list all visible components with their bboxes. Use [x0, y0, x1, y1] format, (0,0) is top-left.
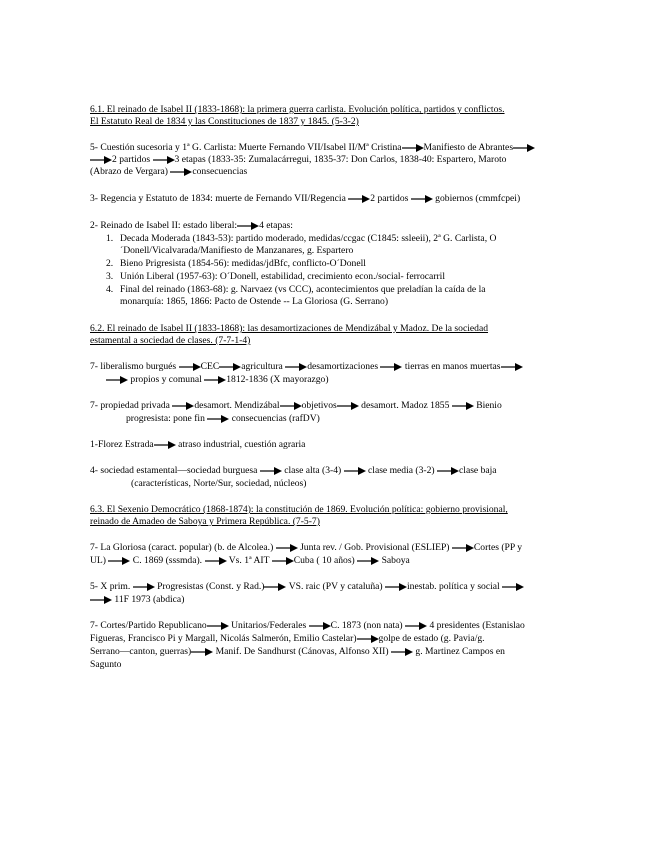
arrow-icon: [513, 144, 535, 152]
arrow-icon: [90, 596, 112, 604]
arrow-icon: [452, 544, 474, 552]
paragraph-7b-line2: progresista: pone fin consecuencias (rafDV): [126, 413, 320, 424]
arrow-icon: [337, 402, 359, 410]
paragraph-3: 3- Regencia y Estatuto de 1834: muerte de Fernando VII/Regencia 2 partidos gobiernos (cmmfcpei): [90, 193, 521, 204]
arrow-icon: [280, 402, 302, 410]
arrow-icon: [385, 583, 407, 591]
paragraph-5-line1: 5- Cuestión sucesoria y 1ª G. Carlista: Muerte Fernando VII/Isabel II/Mª Cristina Manifiesto de Abrantes: [90, 142, 535, 154]
arrow-icon: [344, 467, 366, 475]
arrow-icon: [411, 195, 433, 203]
arrow-icon: [205, 557, 227, 565]
arrow-icon: [204, 376, 226, 384]
paragraph-7d-line1: 7- Cortes/Partido Republicano Unitarios/Federales C. 1873 (non nata) 4 presidentes (Estanislao: [90, 620, 525, 631]
paragraph-7a-line1: 7- liberalismo burgués CEC agricultura desamortizaciones tierras en manos muertas: [90, 361, 523, 373]
section-6-1-heading-line1: 6.1. El reinado de Isabel II (1833-1868): la primera guerra carlista. Evolución política, partidos y conflictos.: [90, 104, 505, 115]
arrow-icon: [172, 402, 194, 410]
arrow-icon: [191, 648, 213, 656]
paragraph-7c-line1: 7- La Gloriosa (caract. popular) (b. de Alcolea.) Junta rev. / Gob. Provisional (ESLIEP) Cortes (PP y: [90, 542, 523, 553]
arrow-icon: [106, 376, 128, 384]
arrow-icon: [219, 363, 241, 371]
list-item: monarquía: 1865, 1866: Pacto de Ostende -- La Gloriosa (G. Serrano): [120, 296, 389, 307]
arrow-icon: [285, 363, 307, 371]
paragraph-7d-line2: Figueras, Francisco Pi y Margall, Nicolás Salmerón, Emilio Castelar) golpe de estado (g. Pavia/g.: [90, 633, 485, 644]
arrow-icon: [90, 156, 112, 164]
arrow-icon: [272, 557, 294, 565]
arrow-icon: [170, 168, 192, 176]
arrow-icon: [501, 363, 523, 371]
arrow-icon: [264, 583, 286, 591]
section-6-1-heading-line2: El Estatuto Real de 1834 y las Constituciones de 1837 y 1845. (5-3-2): [90, 116, 359, 127]
paragraph-5b-line1: 5- X prim. Progresistas (Const. y Rad.) VS. raic (PV y cataluña) inestab. política y social: [90, 581, 524, 593]
arrow-icon: [309, 622, 331, 630]
arrow-icon: [502, 583, 524, 591]
arrow-icon: [108, 557, 130, 565]
list-item: 3. Unión Liberal (1957-63): O´Donell, estabilidad, crecimiento econ./social- ferrocarril: [106, 271, 445, 282]
arrow-icon: [237, 222, 259, 230]
section-6-3-heading-line1: 6.3. El Sexenio Democrático (1868-1874): la constitución de 1869. Evolución política: gobierno provisional,: [90, 504, 508, 515]
arrow-icon: [391, 648, 413, 656]
paragraph-4-line1: 4- sociedad estamental—sociedad burguesa clase alta (3-4) clase media (3-2) clase baja: [90, 465, 497, 476]
paragraph-7c-line2: UL) C. 1869 (sssmda). Vs. 1ª AIT Cuba ( 10 años) Saboya: [90, 555, 410, 566]
paragraph-7d-line3: Serrano—canton, guerras) Manif. De Sandhurst (Cánovas, Alfonso XII) g. Martinez Campos en: [90, 646, 505, 657]
arrow-icon: [179, 363, 201, 371]
paragraph-7b-line1: 7- propiedad privada desamort. Mendizábal objetivos desamort. Madoz 1855 Bienio: [90, 400, 502, 411]
arrow-icon: [348, 195, 370, 203]
list-item: 4. Final del reinado (1863-68): g. Narvaez (vs CCC), acontecimientos que preladían la caída de la: [106, 284, 486, 295]
paragraph-7d-line4: Sagunto: [90, 659, 122, 670]
arrow-icon: [207, 415, 229, 423]
section-6-2-heading-line2: estamental a sociedad de clases. (7-7-1-4): [90, 335, 251, 346]
arrow-icon: [380, 363, 402, 371]
section-6-2-heading-line1: 6.2. El reinado de Isabel II (1833-1868): las desamortizaciones de Mendizábal y Madoz. De la sociedad: [90, 323, 489, 334]
paragraph-2: 2- Reinado de Isabel II: estado liberal: 4 etapas:: [90, 220, 293, 231]
arrow-icon: [357, 557, 379, 565]
paragraph-5-line2: 2 partidos 3 etapas (1833-35: Zumalacárregui, 1835-37: Don Carlos, 1838-40: Espartero, Maroto: [90, 154, 506, 166]
list-item: ´Donell/Vicalvarada/Manifiesto de Manzanares, g. Espartero: [120, 245, 354, 256]
list-item: 1. Decada Moderada (1843-53): partido moderado, medidas/ccgac (C1845: ssleeii), 2ª G. Carlista, O: [106, 233, 497, 244]
arrow-icon: [437, 467, 459, 475]
arrow-icon: [133, 583, 155, 591]
arrow-icon: [276, 544, 298, 552]
arrow-icon: [207, 622, 229, 630]
arrow-icon: [153, 156, 175, 164]
paragraph-4-line2: (características, Norte/Sur, sociedad, núcleos): [131, 478, 307, 489]
paragraph-5b-line2: 11F 1973 (abdica): [90, 594, 184, 606]
paragraph-7a-line2: propios y comunal 1812-1836 (X mayorazgo): [106, 374, 329, 386]
arrow-icon: [357, 635, 379, 643]
list-item: 2. Bieno Prigresista (1854-56): medidas/jdBfc, conflicto-O´Donell: [106, 258, 366, 269]
arrow-icon: [405, 622, 427, 630]
paragraph-5-line3: (Abrazo de Vergara) consecuencias: [90, 166, 248, 177]
arrow-icon: [154, 441, 176, 449]
arrow-icon: [260, 467, 282, 475]
arrow-icon: [402, 144, 424, 152]
arrow-icon: [452, 402, 474, 410]
paragraph-1: 1-Florez Estrada atraso industrial, cuestión agraria: [90, 439, 306, 450]
section-6-3-heading-line2: reinado de Amadeo de Saboya y Primera República. (7-5-7): [90, 516, 320, 527]
